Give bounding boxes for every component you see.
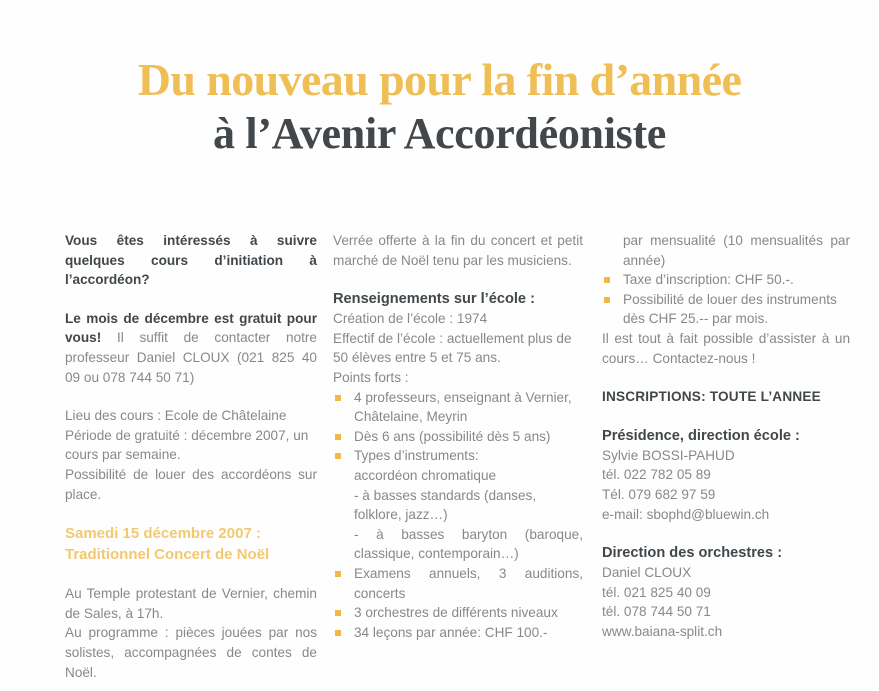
bullet-square-icon bbox=[335, 434, 341, 440]
list-item-text: Dès 6 ans (possibilité dès 5 ans) bbox=[354, 428, 551, 444]
column-left bbox=[65, 231, 317, 682]
list-item-text: Possibilité de louer des instruments dès CHF 25.-- par mois. bbox=[623, 291, 837, 327]
bullet-square-icon bbox=[604, 297, 610, 303]
page-title bbox=[0, 54, 879, 160]
intro-question: Vous êtes intéressés à suivre quelques cours d’initiation à l’accordéon? bbox=[65, 233, 317, 288]
attend-note: Il est tout à fait possible d’assister à un cours… Contactez-nous ! bbox=[602, 330, 850, 366]
free-period-line: Période de gratuité : décembre 2007, un cours par semaine. bbox=[65, 427, 309, 463]
free-month-bold: Le mois de décembre est gratuit pour vous! bbox=[65, 310, 317, 346]
list-item bbox=[333, 427, 583, 447]
presidency-phone-1: tél. 022 782 05 89 bbox=[602, 467, 711, 483]
orchestras-website[interactable]: www.baiana-split.ch bbox=[602, 623, 723, 639]
free-month-rest: Il suffit de contacter notre professeur Daniel CLOUX (021 825 40 09 ou 078 744 50 71) bbox=[65, 330, 317, 385]
presidency-heading: Présidence, direction école : bbox=[602, 427, 800, 444]
orchestras-name: Daniel CLOUX bbox=[602, 565, 692, 581]
list-item bbox=[333, 388, 583, 427]
concert-heading-line-2: Traditionnel Concert de Noël bbox=[65, 546, 270, 564]
founded-line: Création de l’école : 1974 bbox=[333, 311, 488, 327]
list-item bbox=[333, 446, 583, 564]
bullet-square-icon bbox=[335, 571, 341, 577]
headline-line-1: Du nouveau pour la fin d’année bbox=[137, 54, 742, 105]
list-item bbox=[333, 603, 583, 623]
presidency-phone-2: Tél. 079 682 97 59 bbox=[602, 486, 716, 502]
presidency-email[interactable]: e-mail: sbophd@bluewin.ch bbox=[602, 506, 770, 522]
highlights-list bbox=[333, 388, 583, 643]
enrollment-line: Effectif de l’école : actuellement plus de 50 élèves entre 5 et 75 ans. bbox=[333, 330, 572, 366]
list-item-subline: - à basses standards (danses, folklore, jazz…) bbox=[354, 487, 537, 523]
column-middle bbox=[333, 231, 583, 642]
drink-note: Verrée offerte à la fin du concert et petit marché de Noël tenu par les musiciens. bbox=[333, 233, 583, 268]
column-right bbox=[602, 231, 850, 642]
list-item-text: Types d’instruments: bbox=[354, 448, 479, 464]
highlights-label: Points forts : bbox=[333, 369, 409, 385]
inscriptions-heading: INSCRIPTIONS: TOUTE L’ANNEE bbox=[602, 389, 821, 405]
list-item-text: Examens annuels, 3 auditions, concerts bbox=[354, 565, 583, 601]
list-item bbox=[602, 270, 850, 290]
rental-line: Possibilité de louer des accordéons sur place. bbox=[65, 466, 317, 502]
list-item bbox=[602, 290, 850, 329]
headline-line-2: à l’Avenir Accordéoniste bbox=[212, 109, 667, 158]
list-item-text: 34 leçons par année: CHF 100.- bbox=[354, 624, 548, 640]
list-item-text: Taxe d’inscription: CHF 50.-. bbox=[623, 272, 794, 288]
bullet-square-icon bbox=[335, 395, 341, 401]
location-line: Lieu des cours : Ecole de Châtelaine bbox=[65, 408, 287, 424]
orchestras-heading: Direction des orchestres : bbox=[602, 545, 783, 562]
list-item-subline: accordéon chromatique bbox=[354, 467, 497, 483]
bullet-square-icon bbox=[335, 453, 341, 459]
concert-program: Au programme : pièces jouées par nos solistes, accompagnées de contes de Noël. bbox=[65, 625, 317, 680]
fees-list bbox=[602, 270, 850, 329]
bullet-square-icon bbox=[335, 610, 341, 616]
concert-heading-line-1: Samedi 15 décembre 2007 : bbox=[65, 525, 261, 543]
continued-line: par mensualité (10 mensualités par année) bbox=[623, 233, 850, 268]
list-item-subline: - à basses baryton (baroque, classique, contemporain…) bbox=[354, 526, 583, 562]
list-item-text: 3 orchestres de différents niveaux bbox=[354, 605, 558, 621]
bullet-square-icon bbox=[335, 630, 341, 636]
list-item bbox=[333, 564, 583, 603]
list-item bbox=[333, 623, 583, 643]
bullet-square-icon bbox=[604, 277, 610, 283]
list-item-text: 4 professeurs, enseignant à Vernier, Châtelaine, Meyrin bbox=[354, 389, 572, 425]
concert-venue: Au Temple protestant de Vernier, chemin de Sales, à 17h. bbox=[65, 586, 317, 621]
school-info-heading: Renseignements sur l’école : bbox=[333, 291, 535, 308]
orchestras-phone-1: tél. 021 825 40 09 bbox=[602, 584, 711, 600]
free-month-paragraph bbox=[65, 309, 317, 387]
presidency-name: Sylvie BOSSI-PAHUD bbox=[602, 447, 735, 463]
orchestras-phone-2: tél. 078 744 50 71 bbox=[602, 604, 711, 620]
